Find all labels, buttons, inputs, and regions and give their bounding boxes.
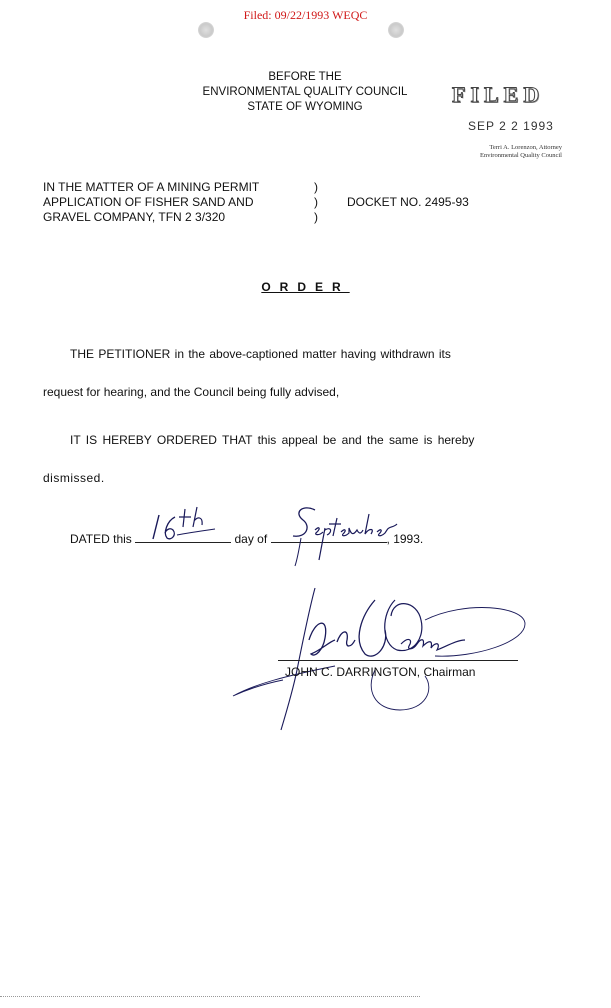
dated-prefix: DATED this: [70, 532, 132, 546]
heading-line-2: ENVIRONMENTAL QUALITY COUNCIL: [202, 86, 408, 98]
caption-paren: ): [314, 180, 318, 194]
caption-line-1: IN THE MATTER OF A MINING PERMIT: [43, 180, 260, 194]
heading-line-3: STATE OF WYOMING: [247, 101, 363, 113]
handwritten-day: [145, 505, 225, 545]
stamp-attorney-line-1: Terri A. Lorenzon, Attorney: [489, 144, 562, 151]
dated-suffix: , 1993.: [386, 532, 424, 546]
caption-line-3: GRAVEL COMPANY, TFN 2 3/320: [43, 210, 226, 224]
council-heading: [150, 70, 460, 115]
paragraph-1-line-1: THE PETITIONER in the above-captioned matter having withdrawn its: [70, 347, 451, 361]
signatory-name: JOHN C. DARRINGTON, Chairman: [285, 665, 476, 679]
filed-stamp: FILED: [452, 82, 545, 107]
docket-number: DOCKET NO. 2495-93: [347, 195, 469, 209]
punch-hole-left: [198, 22, 214, 38]
punch-hole-right: [388, 22, 404, 38]
stamp-attorney-line-2: Environmental Quality Council: [480, 152, 562, 159]
paragraph-1-line-2: request for hearing, and the Council being fully advised,: [43, 385, 340, 399]
filed-stamp-attorney: [440, 144, 562, 160]
dated-middle: day of: [234, 532, 268, 546]
handwritten-month: [285, 500, 425, 570]
paragraph-2-line-2: dismissed.: [43, 471, 105, 485]
case-caption: [43, 180, 259, 225]
filed-header-line: Filed: 09/22/1993 WEQC: [243, 8, 368, 22]
heading-line-1: BEFORE THE: [268, 71, 342, 83]
paragraph-2-line-1: IT IS HEREBY ORDERED THAT this appeal be and the same is hereby: [70, 433, 475, 447]
signature-line: [278, 660, 518, 661]
filed-stamp-date: SEP 2 2 1993: [468, 119, 554, 133]
order-title: ORDER: [261, 280, 350, 294]
caption-parens: [314, 180, 318, 225]
caption-line-2: APPLICATION OF FISHER SAND AND: [43, 195, 254, 209]
caption-paren: ): [314, 210, 318, 224]
scan-edge-artifact: [0, 996, 420, 997]
caption-paren: ): [314, 195, 318, 209]
